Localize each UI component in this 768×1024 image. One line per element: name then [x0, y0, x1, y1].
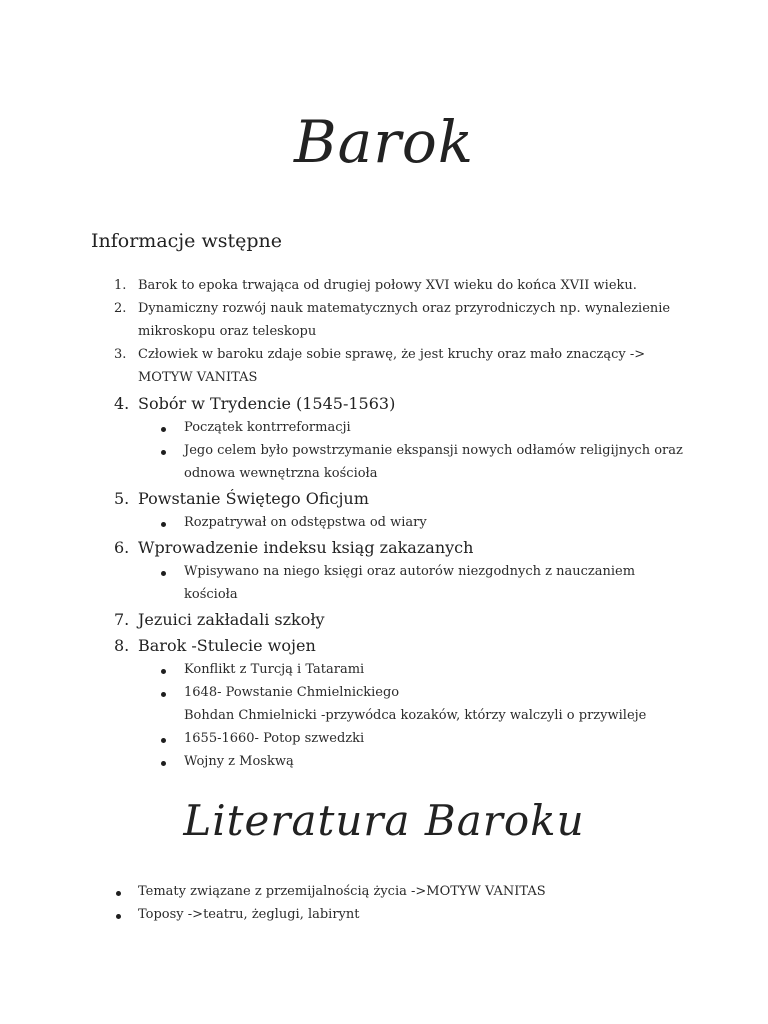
bullet-item-text: Tematy związane z przemijalnością życia ->MOTYW VANITAS	[138, 884, 546, 899]
list-item-heading: Powstanie Świętego Oficjum	[138, 489, 369, 508]
list-number: 4.	[114, 394, 130, 413]
bullet-item-text: Wojny z Moskwą	[184, 754, 294, 769]
list-item-text: mikroskopu oraz teleskopu	[138, 324, 317, 339]
list-item-heading: Sobór w Trydencie (1545-1563)	[138, 394, 396, 413]
bullet-icon	[161, 761, 166, 766]
bullet-item-text: Rozpatrywał on odstępstwa od wiary	[184, 515, 427, 530]
bullet-item-text: Początek kontrreformacji	[184, 420, 351, 435]
list-number: 5.	[114, 489, 130, 508]
bullet-icon	[161, 738, 166, 743]
list-number: 7.	[114, 610, 130, 629]
bullet-icon	[161, 522, 166, 527]
bullet-item-text: Konflikt z Turcją i Tatarami	[184, 662, 365, 677]
bullet-item-text: Bohdan Chmielnicki -przywódca kozaków, którzy walczyli o przywileje	[184, 708, 647, 723]
list-item-heading: Jezuici zakładali szkoły	[138, 610, 325, 629]
bullet-icon	[161, 427, 166, 432]
bullet-icon	[161, 692, 166, 697]
bullet-icon	[161, 571, 166, 576]
bullet-item-text: 1655-1660- Potop szwedzki	[184, 731, 365, 746]
list-item-text: Człowiek w baroku zdaje sobie sprawę, że jest kruchy oraz mało znaczący ->	[138, 347, 646, 362]
list-item-heading: Wprowadzenie indeksu ksiąg zakazanych	[138, 538, 474, 557]
section-title-literature: Literatura Baroku	[183, 796, 585, 845]
page-title: Barok	[294, 108, 474, 176]
list-item-text: Barok to epoka trwająca od drugiej połowy XVI wieku do końca XVII wieku.	[138, 278, 637, 293]
list-number: 1.	[114, 278, 127, 293]
bullet-icon	[116, 891, 121, 896]
list-number: 6.	[114, 538, 130, 557]
bullet-icon	[116, 914, 121, 919]
bullet-item-text: Toposy ->teatru, żeglugi, labirynt	[138, 907, 360, 922]
list-number: 3.	[114, 347, 127, 362]
bullet-item-text: kościoła	[184, 587, 238, 602]
bullet-item-text: Jego celem było powstrzymanie ekspansji nowych odłamów religijnych oraz	[184, 443, 683, 458]
list-item-text: MOTYW VANITAS	[138, 370, 258, 385]
bullet-item-text: 1648- Powstanie Chmielnickiego	[184, 685, 400, 700]
bullet-icon	[161, 450, 166, 455]
bullet-item-text: odnowa wewnętrzna kościoła	[184, 466, 378, 481]
section-heading-intro: Informacje wstępne	[91, 230, 282, 252]
list-number: 2.	[114, 301, 127, 316]
list-item-heading: Barok -Stulecie wojen	[138, 636, 316, 655]
list-item-text: Dynamiczny rozwój nauk matematycznych oraz przyrodniczych np. wynalezienie	[138, 301, 671, 316]
bullet-icon	[161, 669, 166, 674]
bullet-item-text: Wpisywano na niego księgi oraz autorów niezgodnych z nauczaniem	[184, 564, 636, 579]
list-number: 8.	[114, 636, 130, 655]
